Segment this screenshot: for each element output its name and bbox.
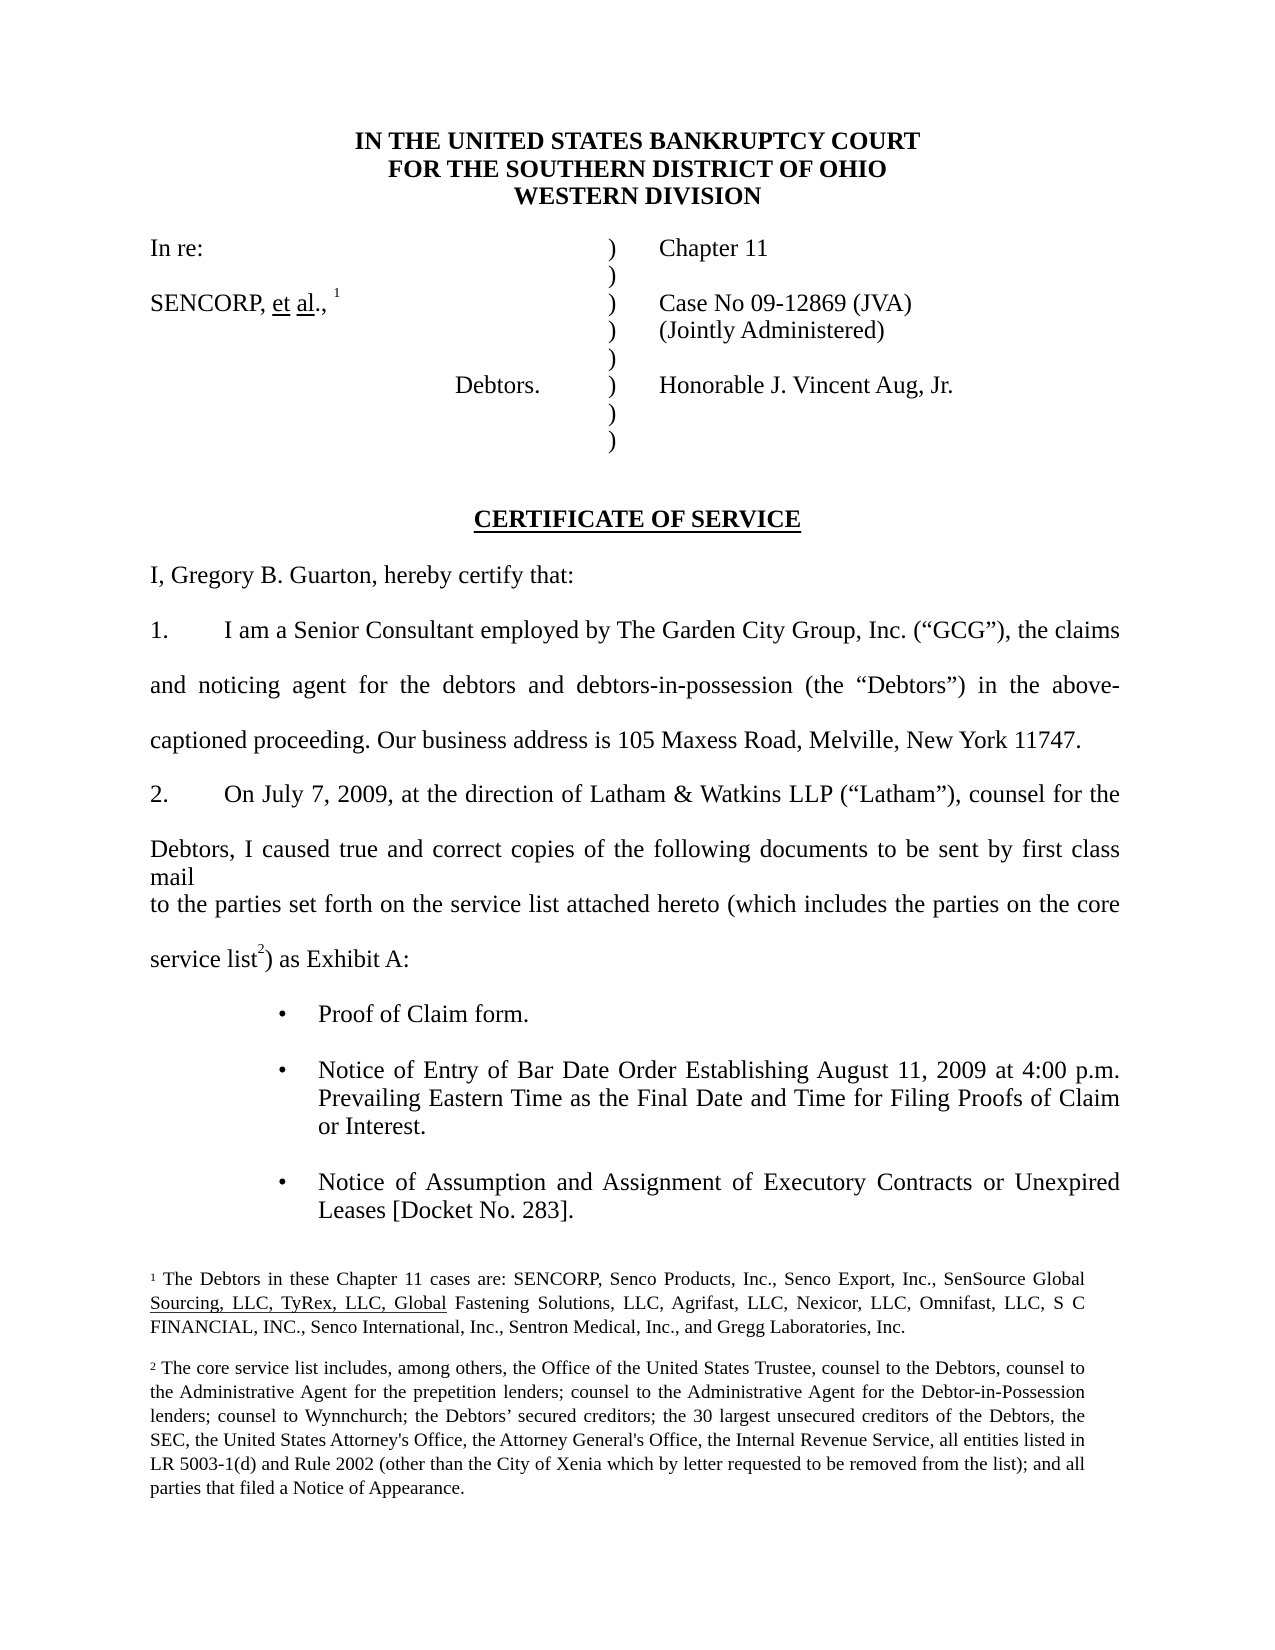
court-line-2: FOR THE SOUTHERN DISTRICT OF OHIO bbox=[388, 155, 887, 183]
document-item-3: Notice of Assumption and Assignment of Executory Contracts or Unexpired Leases [Docket No. 283]. bbox=[318, 1169, 1120, 1224]
footnote-ref-1[interactable]: 1 bbox=[333, 286, 341, 301]
paragraph-2-line-1 bbox=[150, 781, 1120, 809]
footnote-1-text: The Debtors in these Chapter 11 cases are: SENCORP, Senco Products, Inc., Senco Export, Inc., SenSource Global Sourcing, LLC, TyRex, LLC, Global Fastening Solutions, LLC, Agrifast, LLC, Nexicor, LLC, Omnifast, LLC, S C FINANCIAL, INC., Senco International, Inc., Sentron Medical, Inc., and Gregg Laboratories, Inc. bbox=[150, 1269, 1085, 1338]
chapter-label: Chapter 11 bbox=[659, 235, 769, 262]
caption-paren: ) bbox=[608, 372, 617, 399]
footnote-2 bbox=[150, 1357, 1085, 1501]
judge-name: Honorable J. Vincent Aug, Jr. bbox=[659, 372, 954, 399]
al-suffix: ., bbox=[314, 290, 334, 317]
paragraph-2-line-4 bbox=[150, 942, 1120, 974]
paragraph-1-number: 1. bbox=[150, 617, 169, 644]
document-title bbox=[0, 506, 1275, 534]
debtor-caption bbox=[150, 286, 341, 318]
document-item-2: Notice of Entry of Bar Date Order Establishing August 11, 2009 at 4:00 p.m. Prevailing Eastern Time as the Final Date and Time for Filing Proofs of Claim or Interest. bbox=[318, 1057, 1120, 1140]
paragraph-text: On July 7, 2009, at the direction of Latham & Watkins LLP (“Latham”), counsel for the bbox=[224, 781, 1120, 808]
caption-paren: ) bbox=[608, 290, 617, 317]
paragraph-2-line-3: to the parties set forth on the service list attached hereto (which includes the parties on the core bbox=[150, 891, 1120, 918]
court-header bbox=[0, 128, 1275, 211]
paragraph-2-line-2: Debtors, I caused true and correct copies of the following documents to be sent by first class mail bbox=[150, 836, 1120, 891]
caption-paren: ) bbox=[608, 317, 617, 344]
paragraph-text: service list bbox=[150, 946, 258, 973]
court-line-3: WESTERN DIVISION bbox=[513, 183, 762, 210]
bullet-icon: • bbox=[278, 1001, 287, 1028]
caption-paren: ) bbox=[608, 427, 617, 454]
document-item-1: Proof of Claim form. bbox=[318, 1001, 530, 1028]
et-text: et bbox=[272, 290, 291, 317]
caption-paren: ) bbox=[608, 400, 617, 427]
footnote-ref-2[interactable]: 2 bbox=[257, 942, 265, 957]
paragraph-2-number: 2. bbox=[150, 781, 169, 808]
caption-paren: ) bbox=[608, 262, 617, 289]
intro-text: I, Gregory B. Guarton, hereby certify that: bbox=[150, 562, 575, 589]
footnote-2-ref: 2 bbox=[150, 1359, 156, 1373]
caption-paren: ) bbox=[608, 345, 617, 372]
paragraph-1-line-1 bbox=[150, 617, 1120, 645]
debtor-name: SENCORP, bbox=[150, 290, 267, 317]
in-re-label: In re: bbox=[150, 235, 204, 262]
document-title-text: CERTIFICATE OF SERVICE bbox=[473, 506, 802, 533]
al-text: al bbox=[296, 290, 315, 317]
court-line-1: IN THE UNITED STATES BANKRUPTCY COURT bbox=[354, 128, 921, 155]
paragraph-1-line-2: and noticing agent for the debtors and debtors-in-possession (the “Debtors”) in the above- bbox=[150, 672, 1120, 699]
paragraph-text: I am a Senior Consultant employed by The Garden City Group, Inc. (“GCG”), the claims bbox=[224, 617, 1120, 644]
bullet-icon: • bbox=[278, 1057, 287, 1084]
jointly-administered: (Jointly Administered) bbox=[659, 317, 885, 344]
case-number: Case No 09-12869 (JVA) bbox=[659, 290, 912, 317]
caption-paren: ) bbox=[608, 235, 617, 262]
footnote-1 bbox=[150, 1268, 1085, 1340]
paragraph-1-line-3: captioned proceeding. Our business address is 105 Maxess Road, Melville, New York 11747. bbox=[150, 727, 1082, 754]
debtors-label: Debtors. bbox=[455, 372, 541, 399]
footnote-1-ref: 1 bbox=[150, 1270, 156, 1284]
paragraph-text: ) as Exhibit A: bbox=[264, 946, 410, 973]
bullet-icon: • bbox=[278, 1169, 287, 1196]
footnote-2-text: The core service list includes, among others, the Office of the United States Trustee, counsel to the Debtors, counsel to the Administrative Agent for the prepetition lenders; counsel to the Administrative Agent for the Debtor-in-Possession lenders; counsel to Wynnchurch; the Debtors’ secured creditors; the 30 largest unsecured creditors of the Debtors, the SEC, the United States Attorney's Office, the Attorney General's Office, the Internal Revenue Service, all entities listed in LR 5003-1(d) and Rule 2002 (other than the City of Xenia which by letter requested to be removed from the list); and all parties that filed a Notice of Appearance. bbox=[150, 1358, 1085, 1499]
